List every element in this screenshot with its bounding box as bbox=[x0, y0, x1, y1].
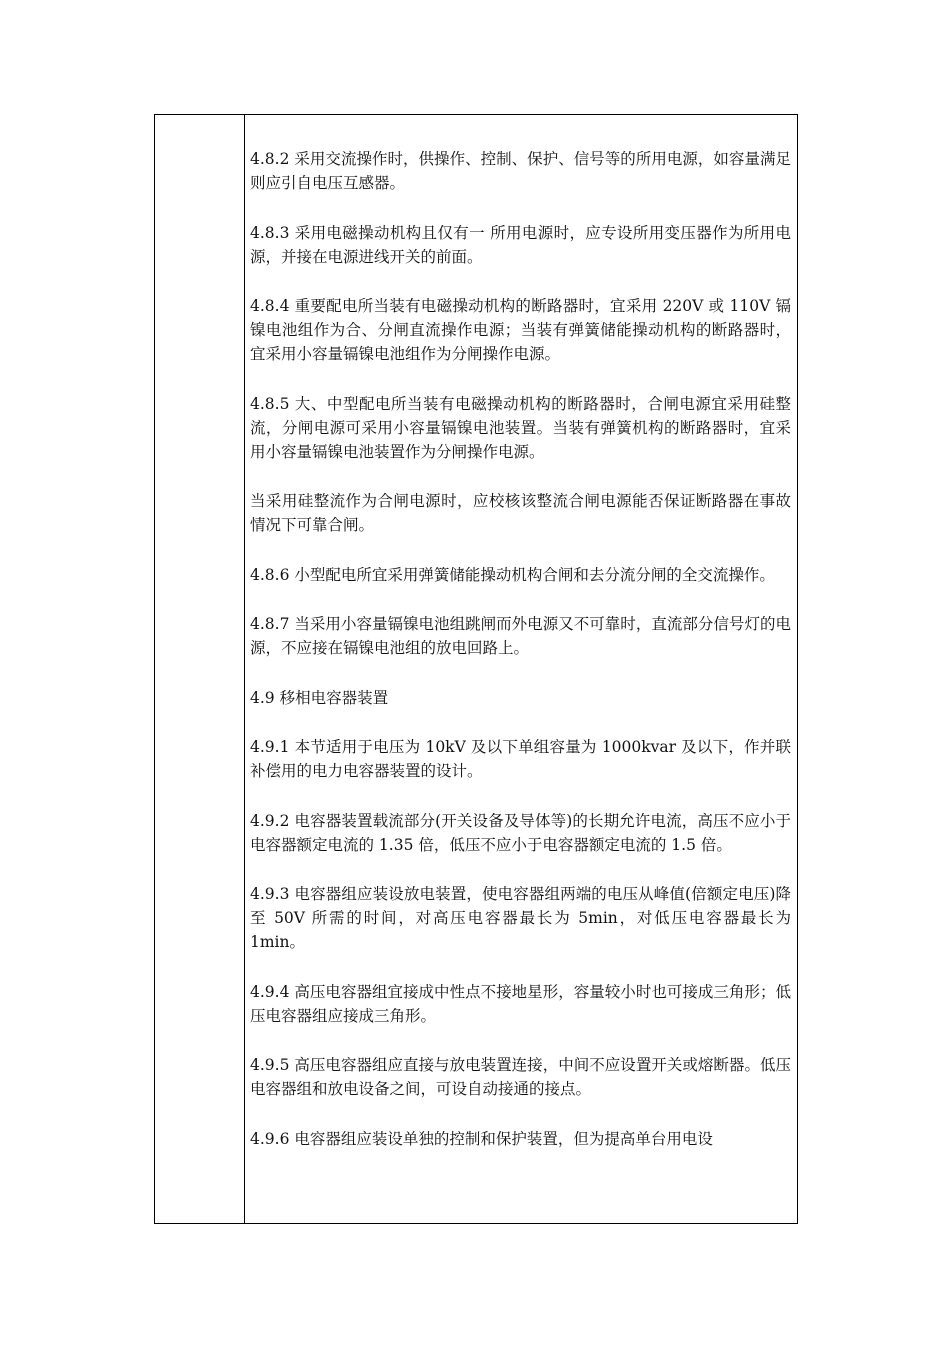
paragraph-4-9-6: 4.9.6 电容器组应装设单独的控制和保护装置，但为提高单台用电设 bbox=[250, 1129, 713, 1148]
paragraph-4-8-2: 4.8.2 采用交流操作时，供操作、控制、保护、信号等的所用电源，如容量满足则应引自电压互感器。 bbox=[250, 150, 791, 192]
paragraph-4-8-6: 4.8.6 小型配电所宜采用弹簧储能操动机构合闸和去分流分闸的全交流操作。 bbox=[250, 565, 775, 584]
table-left-column bbox=[155, 115, 245, 1223]
paragraph-4-9-3: 4.9.3 电容器组应装设放电装置，使电容器组两端的电压从峰值(倍额定电压)降至 50V 所需的时间，对高压电容器最长为 5min，对低压电容器最长为 1min。 bbox=[250, 885, 791, 951]
table-content-column bbox=[245, 115, 797, 1223]
paragraph-4-8-4: 4.8.4 重要配电所当装有电磁操动机构的断路器时，宜采用 220V 或 110V 镉镍电池组作为合、分闸直流操作电源；当装有弹簧储能操动机构的断路器时，宜采用小容量镉镍电池组作为分闸操作电源。 bbox=[250, 297, 791, 363]
paragraph-4-9-5: 4.9.5 高压电容器组应直接与放电装置连接，中间不应设置开关或熔断器。低压电容器组和放电设备之间，可设自动接通的接点。 bbox=[250, 1056, 791, 1098]
paragraph-4-9-1: 4.9.1 本节适用于电压为 10kV 及以下单组容量为 1000kvar 及以下，作并联补偿用的电力电容器装置的设计。 bbox=[250, 738, 791, 780]
paragraph-4-8-5: 4.8.5 大、中型配电所当装有电磁操动机构的断路器时，合闸电源宜采用硅整流，分闸电源可采用小容量镉镍电池装置。当装有弹簧机构的断路器时，宜采用小容量镉镍电池装置作为分闸操作电源。 bbox=[250, 394, 791, 461]
paragraph-4-8-5-note: 当采用硅整流作为合闸电源时，应校核该整流合闸电源能否保证断路器在事故情况下可靠合闸。 bbox=[250, 492, 791, 534]
section-heading-4-9: 4.9 移相电容器装置 bbox=[250, 688, 389, 707]
paragraph-4-9-2: 4.9.2 电容器装置载流部分(开关设备及导体等)的长期允许电流，高压不应小于电容器额定电流的 1.35 倍，低压不应小于电容器额定电流的 1.5 倍。 bbox=[250, 811, 791, 854]
document-table bbox=[154, 114, 798, 1224]
paragraph-4-8-3: 4.8.3 采用电磁操动机构且仅有一 所用电源时，应专设所用变压器作为所用电源，并接在电源进线开关的前面。 bbox=[250, 223, 791, 266]
paragraph-4-8-7: 4.8.7 当采用小容量镉镍电池组跳闸而外电源又不可靠时，直流部分信号灯的电源，不应接在镉镍电池组的放电回路上。 bbox=[250, 615, 791, 657]
paragraph-4-9-4: 4.9.4 高压电容器组宜接成中性点不接地星形，容量较小时也可接成三角形；低压电容器组应接成三角形。 bbox=[250, 982, 791, 1025]
